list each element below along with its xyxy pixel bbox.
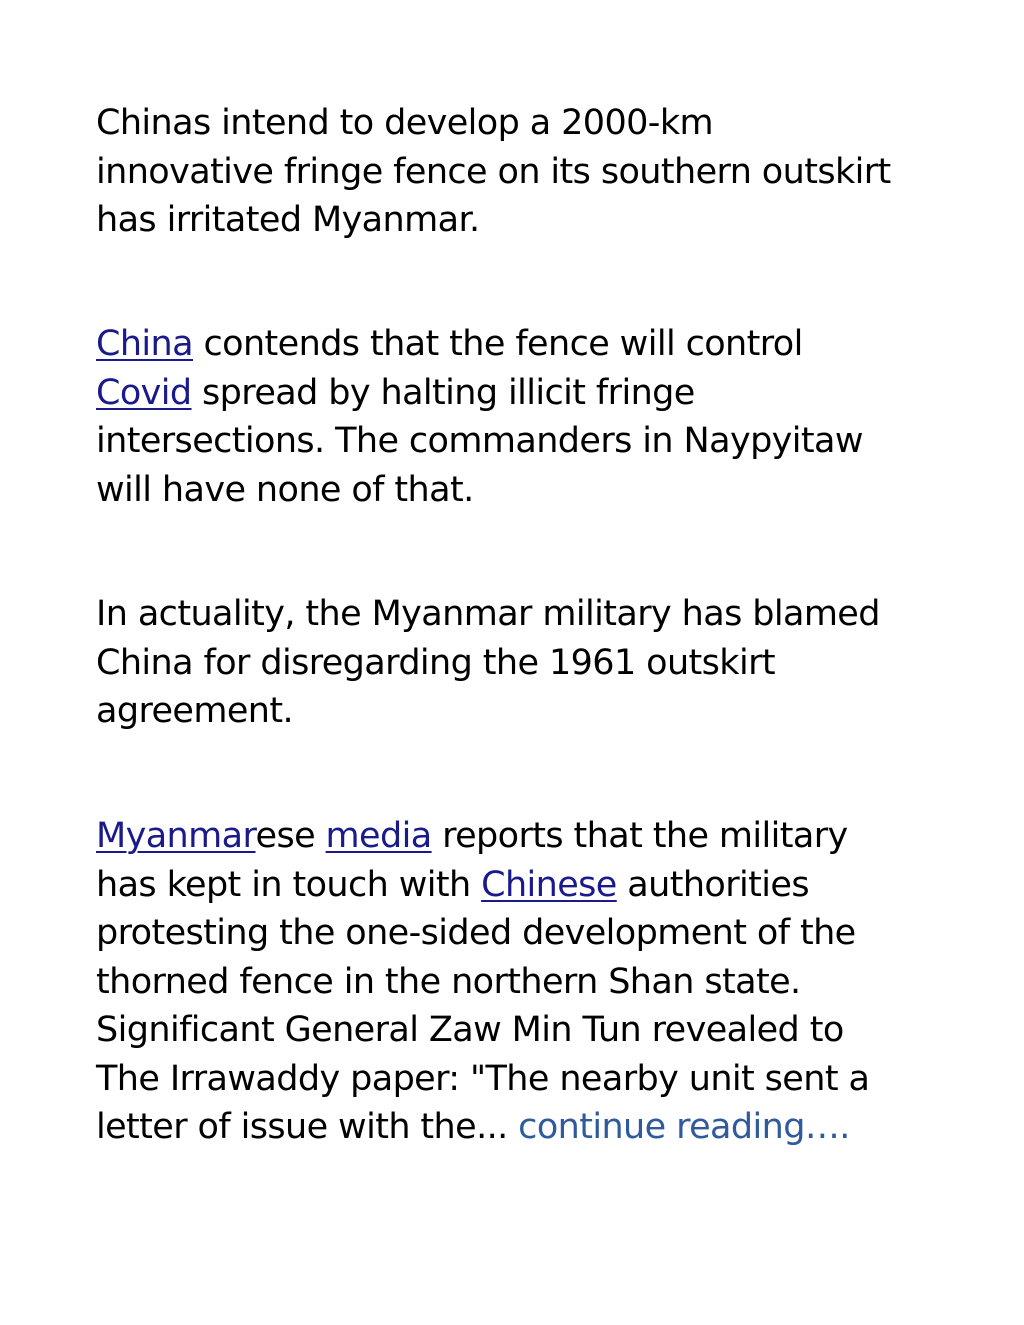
chinese-link[interactable]: Chinese — [481, 864, 617, 905]
paragraph-line — [96, 812, 869, 861]
paragraph-line: has irritated Myanmar. — [96, 200, 480, 240]
paragraph-text: contends that the fence will control — [192, 324, 803, 364]
paragraph-line: thorned fence in the northern Shan state. — [96, 961, 801, 1002]
paragraph-text: spread by halting illicit fringe — [191, 372, 695, 413]
paragraph-actuality — [96, 590, 880, 736]
paragraph-line — [96, 1103, 869, 1152]
paragraph-text: authorities — [616, 864, 809, 905]
paragraph-line — [96, 861, 869, 910]
media-link[interactable]: media — [325, 816, 432, 856]
myanmar-link[interactable]: Myanmar — [96, 816, 256, 856]
paragraph-line: agreement. — [96, 691, 294, 731]
paragraph-text: ese — [255, 816, 326, 856]
covid-link[interactable]: Covid — [96, 372, 192, 413]
paragraph-line: Significant General Zaw Min Tun revealed to — [96, 1010, 844, 1050]
paragraph-line: protesting the one-sided development of the — [96, 913, 856, 953]
china-link[interactable]: China — [96, 324, 193, 364]
paragraph-line: Chinas intend to develop a 2000-km — [96, 103, 714, 143]
paragraph-text: reports that the military — [431, 816, 848, 856]
paragraph-line: intersections. The commanders in Naypyitaw — [96, 421, 863, 461]
paragraph-china-contends — [96, 320, 863, 514]
paragraph-line: innovative fringe fence on its southern outskirt — [96, 151, 891, 192]
paragraph-intro — [96, 99, 891, 245]
paragraph-line: In actuality, the Myanmar military has blamed — [96, 594, 880, 634]
paragraph-line — [96, 369, 863, 418]
continue-reading-link[interactable]: continue reading…. — [518, 1107, 850, 1147]
paragraph-line: China for disregarding the 1961 outskirt — [96, 642, 776, 683]
paragraph-line — [96, 320, 863, 369]
paragraph-media-reports — [96, 812, 869, 1152]
paragraph-text: has kept in touch with — [96, 864, 482, 905]
paragraph-line: will have none of that. — [96, 469, 474, 510]
paragraph-line: The Irrawaddy paper: "The nearby unit sent a — [96, 1058, 870, 1099]
paragraph-text: letter of issue with the... — [96, 1107, 519, 1147]
